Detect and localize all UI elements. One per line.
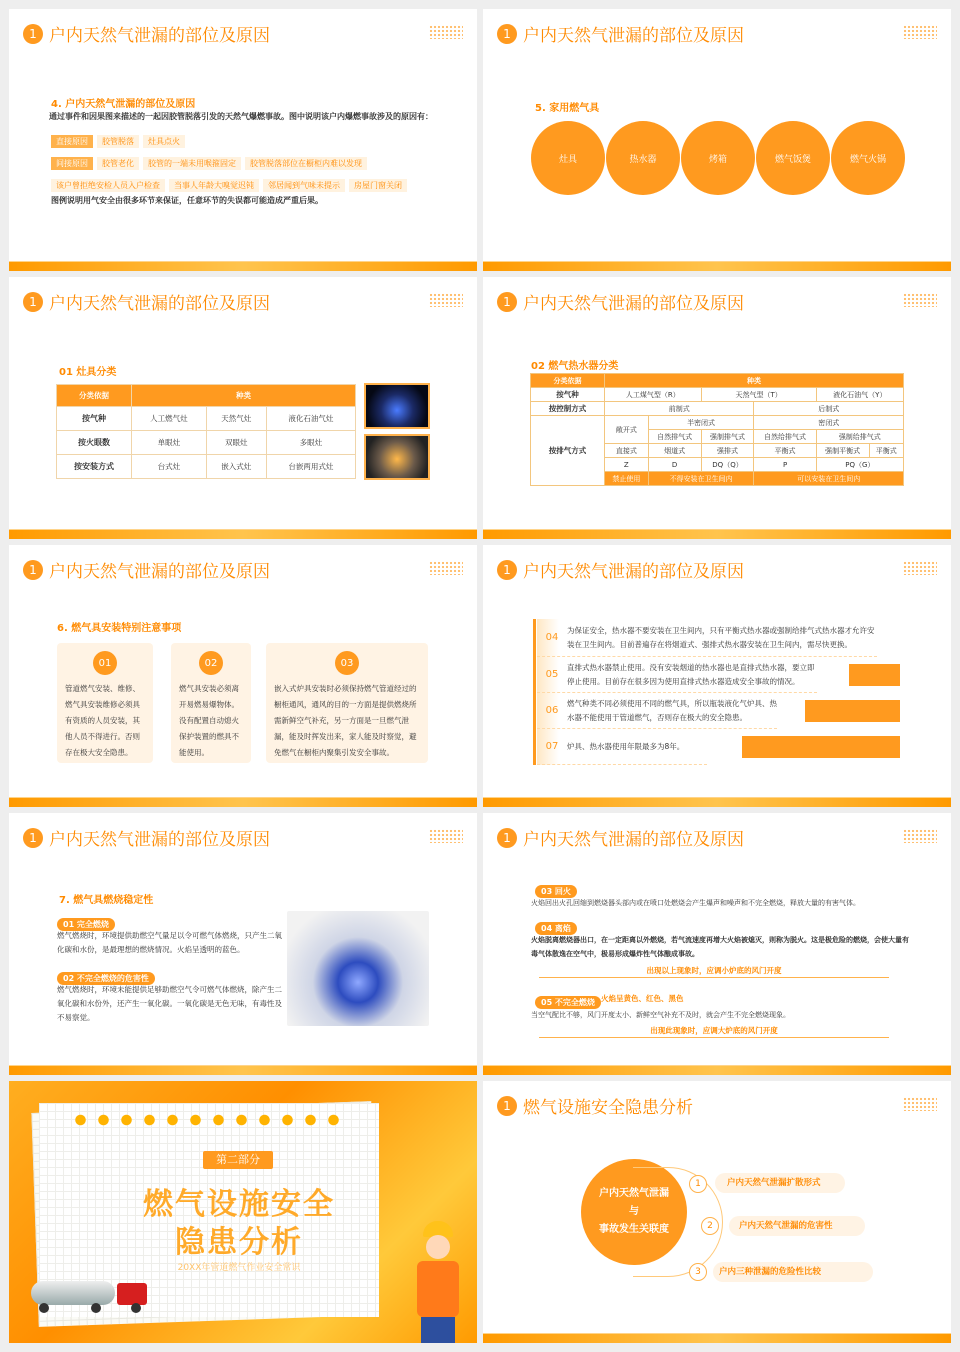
card-text: 嵌入式炉具安装时必须保持燃气管道经过的橱柜通风，通风的目的一方面是提供燃烧所需新鲜空气补充，另一方面是一旦燃气泄漏，能及时挥发出来，家人能及时察觉，避免燃气在橱柜内聚集引发安全事故。 xyxy=(274,684,417,757)
table-cell: 直接式 xyxy=(605,444,649,458)
item-text: 炉具、热水器使用年限最多为8年。 xyxy=(567,741,685,751)
list-item xyxy=(537,693,777,729)
table-cell: 按控制方式 xyxy=(531,402,605,416)
table-cell: 多眼灶 xyxy=(266,431,355,455)
cover-subtitle: 20XX年管道燃气作业安全常识 xyxy=(177,1263,301,1273)
pill-label: 05 不完全燃烧 xyxy=(535,996,601,1009)
tag: 该户曾拒绝安检人员入户检查 xyxy=(51,179,165,192)
tanker-truck-illustration xyxy=(31,1281,159,1311)
slide-6[interactable] xyxy=(483,545,951,807)
slide-title: 户内天然气泄漏的部位及原因 xyxy=(49,26,270,46)
footer-band xyxy=(9,530,477,539)
slide-number-badge: 1 xyxy=(23,292,43,312)
paragraph: 燃气燃烧时，环境未能提供足够助燃空气令可燃气体燃烧，除产生二氧化碳和水份外，还产生一氧化碳。一氧化碳是无色无味，有毒性及不易察觉。 xyxy=(57,985,282,1022)
section-title: 4. 户内天然气泄漏的部位及原因 xyxy=(51,99,196,110)
tag: 房屋门窗关闭 xyxy=(349,179,407,192)
paragraph: 燃气燃烧时，环境提供助燃空气量足以令可燃气体燃烧，只产生二氧化碳和水份，是最理想的燃烧情况。火焰呈透明的蓝色。 xyxy=(57,931,282,954)
tag: 胶管脱落 xyxy=(97,135,139,148)
dots-decoration xyxy=(903,25,937,39)
table-cell: 按气种 xyxy=(531,388,605,402)
table-cell: 单眼灶 xyxy=(132,431,207,455)
dots-decoration xyxy=(429,25,463,39)
dots-decoration xyxy=(429,561,463,575)
table-cell: 按排气方式 xyxy=(531,416,605,486)
note-card xyxy=(266,643,428,763)
center-text: 事故发生关联度 xyxy=(599,1224,669,1235)
table-cell: 天然气灶 xyxy=(206,407,266,431)
section-title: 01 灶具分类 xyxy=(59,367,117,378)
table-cell: 按气种 xyxy=(57,407,132,431)
footer-band xyxy=(483,262,951,271)
pill-label: 03 回火 xyxy=(535,885,577,898)
table-cell: D xyxy=(648,458,701,472)
color-note: 火焰呈黄色、红色、黑色 xyxy=(601,994,684,1003)
table-cell: 自然给排气式 xyxy=(754,430,816,444)
table-cell: 人工煤气型（R） xyxy=(605,388,702,402)
table-cell: 天然气型（T） xyxy=(701,388,816,402)
section-title: 02 燃气热水器分类 xyxy=(531,361,619,372)
note-text: 图例说明用气安全由很多环节来保证，任意环节的失误都可能造成严重后果。 xyxy=(51,196,323,205)
footer-band xyxy=(9,798,477,807)
binder-holes xyxy=(69,1113,349,1127)
part-label: 第二部分 xyxy=(203,1151,273,1169)
table-cell: Z xyxy=(605,458,649,472)
table-cell: 强制平衡式 xyxy=(816,444,869,458)
table-cell: 平衡式 xyxy=(869,444,903,458)
slide-title: 户内天然气泄漏的部位及原因 xyxy=(523,562,744,582)
slide-title: 户内天然气泄漏的部位及原因 xyxy=(49,294,270,314)
slide-number-badge: 1 xyxy=(497,292,517,312)
appliance-circle: 热水器 xyxy=(606,121,680,195)
dots-decoration xyxy=(903,293,937,307)
slide-title: 户内天然气泄漏的部位及原因 xyxy=(49,830,270,850)
slide-number-badge: 1 xyxy=(23,828,43,848)
list-item: 户内三种泄漏的危险性比较 xyxy=(713,1262,873,1282)
card-text: 燃气具安装必须离开易燃易爆物体。没有配置自动熄火保护装置的燃具不能使用。 xyxy=(179,684,239,757)
slide-4[interactable] xyxy=(483,277,951,539)
table-cell: 液化石油气灶 xyxy=(266,407,355,431)
slide-title: 户内天然气泄漏的部位及原因 xyxy=(49,562,270,582)
list-item: 户内天然气泄漏的危害性 xyxy=(729,1216,865,1236)
table-cell: 双眼灶 xyxy=(206,431,266,455)
appliance-circle: 燃气火锅 xyxy=(831,121,905,195)
slide-8[interactable] xyxy=(483,813,951,1075)
table-cell: 半密闭式 xyxy=(648,416,754,430)
item-text: 为保证安全，热水器不要安装在卫生间内，只有平衡式热水器或强制给排气式热水器才允许安装在卫生间内。目前普遍存在将烟道式、强排式热水器安装在卫生间内，需尽快更换。 xyxy=(567,625,875,649)
slide-number-badge: 1 xyxy=(497,828,517,848)
dots-decoration xyxy=(429,829,463,843)
pill-label: 01 完全燃烧 xyxy=(57,918,115,931)
paragraph: 当空气配比不够，风门开度太小、新鲜空气补充不及时，就会产生不完全燃烧现象。 xyxy=(531,1011,790,1019)
center-text: 与 xyxy=(629,1206,639,1217)
footer-band xyxy=(9,262,477,271)
intro-text: 通过事件和因果图来描述的一起因胶管脱落引发的天然气爆燃事故。图中说明该户内爆燃事故涉及的原因有： xyxy=(49,112,433,121)
tag: 胶管脱落部位在橱柜内难以发现 xyxy=(245,157,367,170)
section-title: 5. 家用燃气具 xyxy=(535,103,600,114)
slide-number-badge: 1 xyxy=(497,24,517,44)
slide-number-badge: 1 xyxy=(497,1096,517,1116)
header-cell: 种类 xyxy=(605,374,904,388)
gas-flame-photo xyxy=(287,911,429,1026)
card-number: 01 xyxy=(93,651,117,675)
table-cell: 敞开式 xyxy=(605,416,649,444)
item-number: 06 xyxy=(545,705,559,716)
slide-number-badge: 1 xyxy=(23,24,43,44)
cover-title-line2: 隐患分析 xyxy=(175,1225,303,1260)
table-cell: DQ（Q） xyxy=(701,458,754,472)
table-cell: 按安装方式 xyxy=(57,455,132,479)
card-number: 02 xyxy=(199,651,223,675)
stove-table xyxy=(56,384,356,479)
dots-decoration xyxy=(903,1097,937,1111)
slide-9-section-cover[interactable] xyxy=(9,1081,477,1343)
table-cell: 强制排气式 xyxy=(701,430,754,444)
table-cell: 强制给排气式 xyxy=(816,430,903,444)
table-cell: 前制式 xyxy=(605,402,754,416)
table-cell: 平衡式 xyxy=(754,444,816,458)
table-cell: 台嵌两用式灶 xyxy=(266,455,355,479)
orange-bar xyxy=(849,664,900,686)
list-item: 户内天然气泄漏扩散形式 xyxy=(715,1173,845,1193)
header-cell: 分类依据 xyxy=(57,385,132,407)
pill-label: 02 不完全燃烧的危害性 xyxy=(57,972,155,985)
cover-title-line1: 燃气设施安全 xyxy=(143,1187,335,1222)
slide-7[interactable] xyxy=(9,813,477,1075)
table-cell: 嵌入式灶 xyxy=(206,455,266,479)
tag: 当事人年龄大嗅觉迟钝 xyxy=(169,179,259,192)
item-text: 直排式热水器禁止使用。没有安装烟道的热水器也是直排式热水器，要立即停止使用。目前存在很多因为使用直排式热水器造成安全事故的情况。 xyxy=(567,662,815,686)
orange-bar xyxy=(805,700,900,722)
paragraph: 火焰脱离燃烧器出口，在一定距离以外燃烧，若气流速度再增大火焰被熄灭，则称为脱火。这是极危险的燃烧，会使大量有毒气体散逸在空气中，极易形成爆炸性气体酿成事故。 xyxy=(531,936,909,958)
item-number: 3 xyxy=(689,1263,707,1281)
note-card xyxy=(171,643,251,763)
tag: 胶管的一端未用喉箍固定 xyxy=(143,157,241,170)
item-text: 燃气种类不同必须使用不同的燃气具，所以瓶装液化气炉具、热水器不能使用于管道燃气，否则存在极大的安全隐患。 xyxy=(567,698,777,722)
paragraph: 火焰回出火孔回缩到燃烧器头部内或在喷口处燃烧会产生爆声和噪声和不完全燃烧，释放大量的有害气体。 xyxy=(531,899,860,907)
card-number: 03 xyxy=(335,651,359,675)
tag: 胶管老化 xyxy=(97,157,139,170)
tag-indirect-cause: 间接原因 xyxy=(51,157,93,170)
dots-decoration xyxy=(429,293,463,307)
footer-band xyxy=(483,798,951,807)
slide-10[interactable] xyxy=(483,1081,951,1343)
slide-title: 燃气设施安全隐患分析 xyxy=(523,1098,693,1118)
appliance-circle: 烤箱 xyxy=(681,121,755,195)
table-cell: 强排式 xyxy=(701,444,754,458)
item-number: 04 xyxy=(545,632,559,643)
table-cell: 禁止使用 xyxy=(605,472,649,486)
dots-decoration xyxy=(903,561,937,575)
table-cell: P xyxy=(754,458,816,472)
slide-number-badge: 1 xyxy=(497,560,517,580)
table-cell: 按火眼数 xyxy=(57,431,132,455)
slide-title: 户内天然气泄漏的部位及原因 xyxy=(523,294,744,314)
table-cell: 人工燃气灶 xyxy=(132,407,207,431)
tag: 邻居闻到气味未提示 xyxy=(263,179,345,192)
item-number: 2 xyxy=(701,1217,719,1235)
header-cell: 种类 xyxy=(132,385,356,407)
slide-title: 户内天然气泄漏的部位及原因 xyxy=(523,26,744,46)
orange-bar xyxy=(742,736,900,758)
slide-5[interactable] xyxy=(9,545,477,807)
tag: 灶具点火 xyxy=(143,135,185,148)
header-cell: 分类依据 xyxy=(531,374,605,388)
advice-line: 出现此现象时，应调大炉底的风门开度 xyxy=(539,1025,889,1038)
footer-band xyxy=(483,1066,951,1075)
footer-band xyxy=(9,1066,477,1075)
slide-title: 户内天然气泄漏的部位及原因 xyxy=(523,830,744,850)
table-cell: 密闭式 xyxy=(754,416,904,430)
worker-illustration xyxy=(409,1221,469,1343)
table-cell: 可以安装在卫生间内 xyxy=(754,472,904,486)
list-item xyxy=(537,657,817,693)
stove-photo xyxy=(364,383,430,429)
table-cell: 液化石油气（Y） xyxy=(816,388,903,402)
item-number: 1 xyxy=(689,1175,707,1193)
slide-3[interactable] xyxy=(9,277,477,539)
slide-2[interactable] xyxy=(483,9,951,271)
footer-band xyxy=(483,530,951,539)
table-cell: 不得安装在卫生间内 xyxy=(648,472,754,486)
item-number: 07 xyxy=(545,741,559,752)
tag-direct-cause: 直接原因 xyxy=(51,135,93,148)
table-cell: 台式灶 xyxy=(132,455,207,479)
note-card xyxy=(57,643,153,763)
heater-table xyxy=(530,373,904,486)
table-cell: 自然排气式 xyxy=(648,430,701,444)
slide-1[interactable] xyxy=(9,9,477,271)
table-cell: PQ（G） xyxy=(816,458,903,472)
stove-photo xyxy=(364,434,430,480)
list-item xyxy=(537,619,877,657)
item-number: 05 xyxy=(545,669,559,680)
pill-label: 04 离焰 xyxy=(535,922,577,935)
slide-number-badge: 1 xyxy=(23,560,43,580)
center-text: 户内天然气泄漏 xyxy=(599,1188,669,1199)
accent-line xyxy=(533,619,536,765)
table-cell: 烟道式 xyxy=(648,444,701,458)
card-text: 管道燃气安装、维修、燃气具安装维修必须具有资质的人员安装，其他人员不得进行。否则存在极大安全隐患。 xyxy=(65,684,140,757)
section-title: 6. 燃气具安装特别注意事项 xyxy=(57,623,182,634)
advice-line: 出现以上现象时，应调小炉底的风门开度 xyxy=(539,965,889,978)
appliance-circle: 灶具 xyxy=(531,121,605,195)
list-item xyxy=(537,729,707,765)
section-title: 7. 燃气具燃烧稳定性 xyxy=(59,895,154,906)
footer-band xyxy=(483,1334,951,1343)
table-cell: 后制式 xyxy=(754,402,904,416)
dots-decoration xyxy=(903,829,937,843)
appliance-circle: 燃气饭煲 xyxy=(756,121,830,195)
